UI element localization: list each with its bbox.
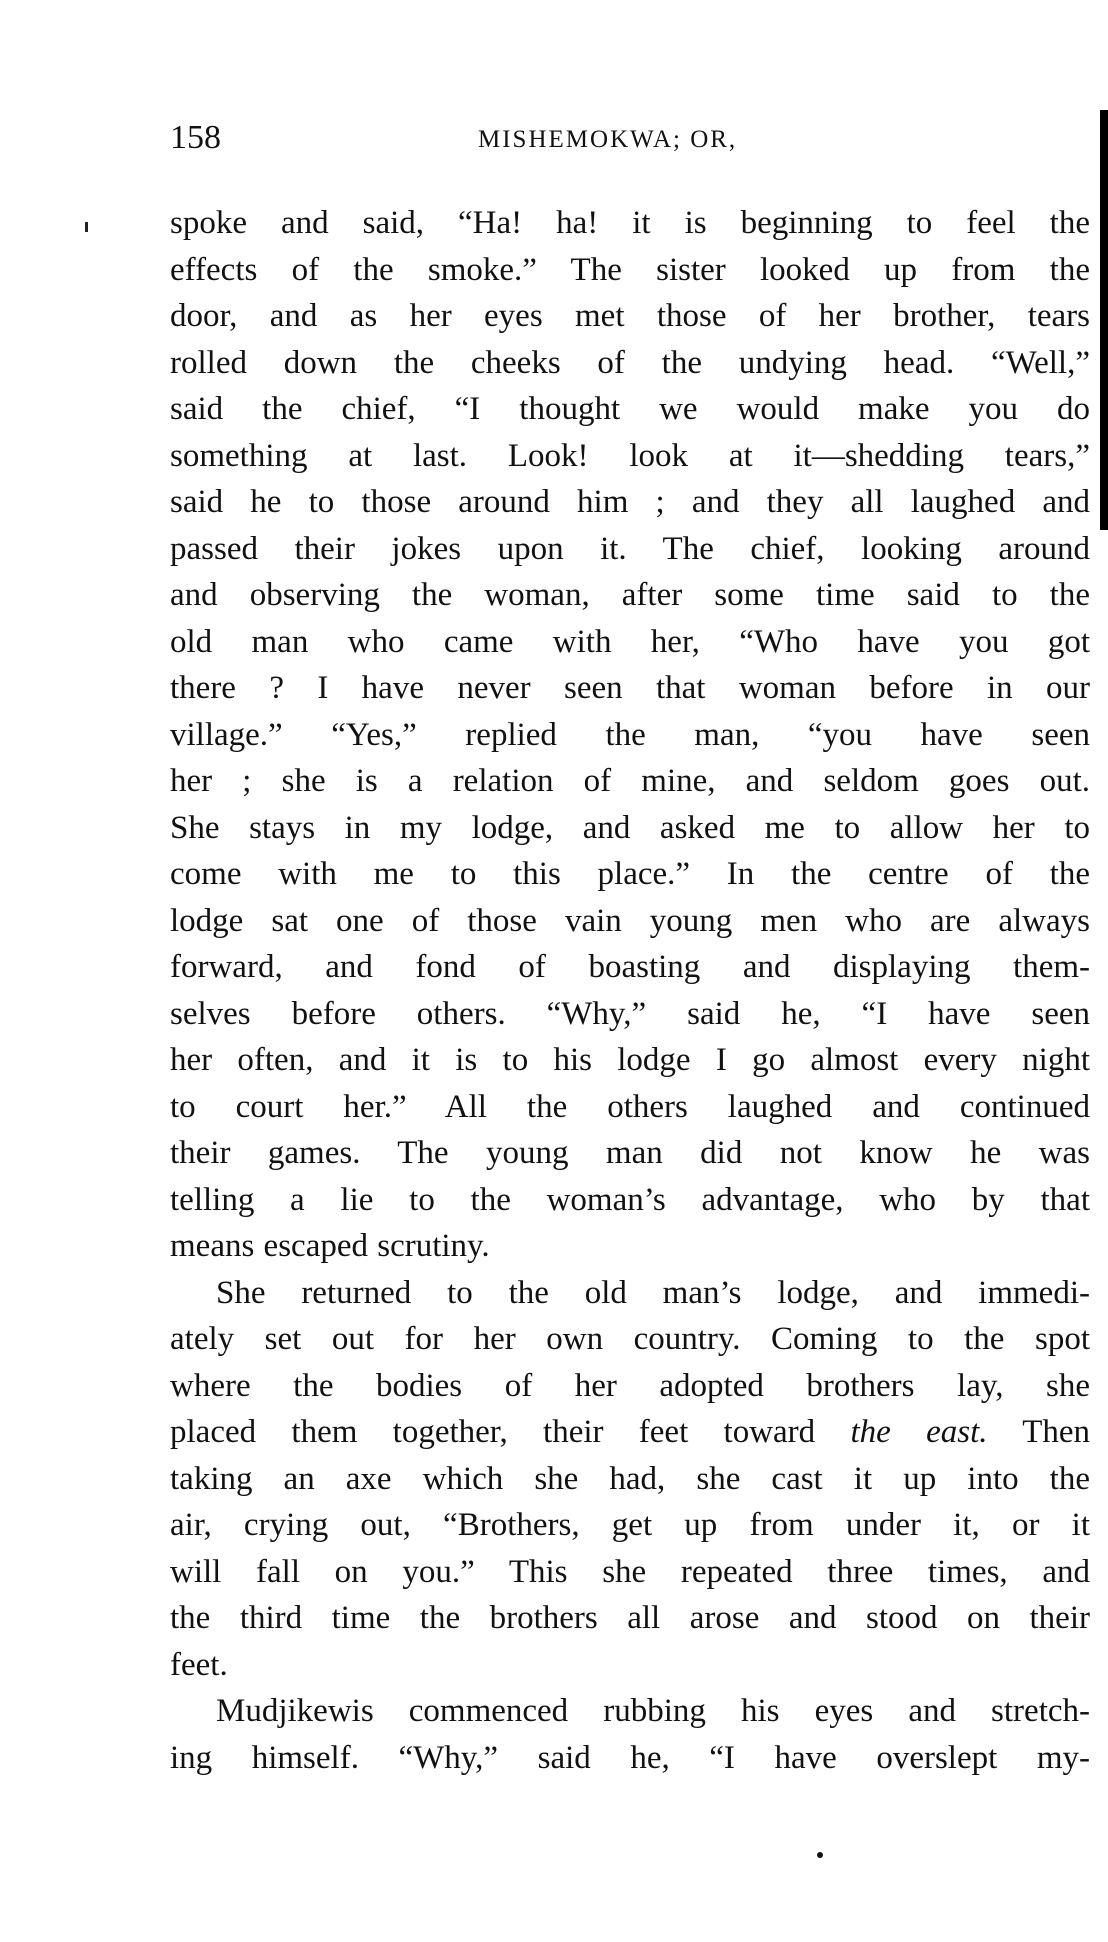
page-edge-shadow [1100, 110, 1108, 530]
running-title: MISHEMOKWA; OR, [478, 126, 738, 153]
text-line: selves before others. “Why,” said he, “I have seen [170, 995, 1090, 1032]
text-line: lodge sat one of those vain young men who are always [170, 902, 1090, 939]
text-line: said the chief, “I thought we would make you do [170, 391, 1090, 427]
text-line: taking an axe which she had, she cast it up into the [170, 1460, 1090, 1497]
page-number: 158 [170, 119, 221, 156]
text-line: Mudjikewis commenced rubbing his eyes and stretch- [216, 1693, 1090, 1729]
text-line: her ; she is a relation of mine, and seldom goes out. [170, 763, 1090, 799]
text-line: where the bodies of her adopted brothers lay, she [170, 1367, 1090, 1404]
text-line: telling a lie to the woman’s advantage, who by that [170, 1181, 1090, 1218]
text-line: effects of the smoke.” The sister looked up from the [170, 251, 1090, 288]
text-line: their games. The young man did not know he was [170, 1135, 1090, 1171]
text-line: the third time the brothers all arose and stood on their [170, 1600, 1090, 1636]
text-line: something at last. Look! look at it—shedding tears,” [170, 437, 1090, 474]
page-header [170, 118, 1090, 168]
text-fragment: Then [987, 1414, 1091, 1450]
text-line: and observing the woman, after some time said to the [170, 577, 1090, 613]
text-line: said he to those around him ; and they all laughed and [170, 484, 1090, 520]
text-line: will fall on you.” This she repeated three times, and [170, 1553, 1090, 1590]
paragraph-1 [170, 200, 1090, 1270]
text-line: there ? I have never seen that woman before in our [170, 670, 1090, 706]
text-line-with-italic [170, 1409, 1090, 1456]
text-line: ing himself. “Why,” said he, “I have overslept my- [170, 1739, 1090, 1776]
text-line: old man who came with her, “Who have you got [170, 623, 1090, 660]
margin-speck [85, 222, 88, 232]
bottom-speck [817, 1852, 823, 1858]
text-line: She returned to the old man’s lodge, and immedi- [216, 1274, 1090, 1311]
text-line: village.” “Yes,” replied the man, “you have seen [170, 716, 1090, 753]
text-line: forward, and fond of boasting and displaying them- [170, 949, 1090, 985]
text-line: passed their jokes upon it. The chief, looking around [170, 530, 1090, 567]
text-line: air, crying out, “Brothers, get up from under it, or it [170, 1507, 1090, 1543]
text-line: rolled down the cheeks of the undying head. “Well,” [170, 344, 1090, 381]
text-fragment: placed them together, their feet toward [170, 1414, 816, 1450]
text-line: She stays in my lodge, and asked me to allow her to [170, 809, 1090, 846]
text-line: feet. [170, 1646, 228, 1683]
italic-phrase: the east. [850, 1414, 988, 1450]
text-line: to court her.” All the others laughed and continued [170, 1088, 1090, 1125]
paragraph-3 [170, 1688, 1090, 1781]
paragraph-2 [170, 1270, 1090, 1689]
body-text [170, 200, 1090, 1781]
text-line: her often, and it is to his lodge I go almost every night [170, 1042, 1090, 1078]
text-line: ately set out for her own country. Coming to the spot [170, 1321, 1090, 1357]
text-line: spoke and said, “Ha! ha! it is beginning to feel the [170, 205, 1090, 241]
text-line: come with me to this place.” In the centre of the [170, 856, 1090, 892]
text-line: door, and as her eyes met those of her brother, tears [170, 298, 1090, 334]
text-line: means escaped scrutiny. [170, 1228, 490, 1264]
